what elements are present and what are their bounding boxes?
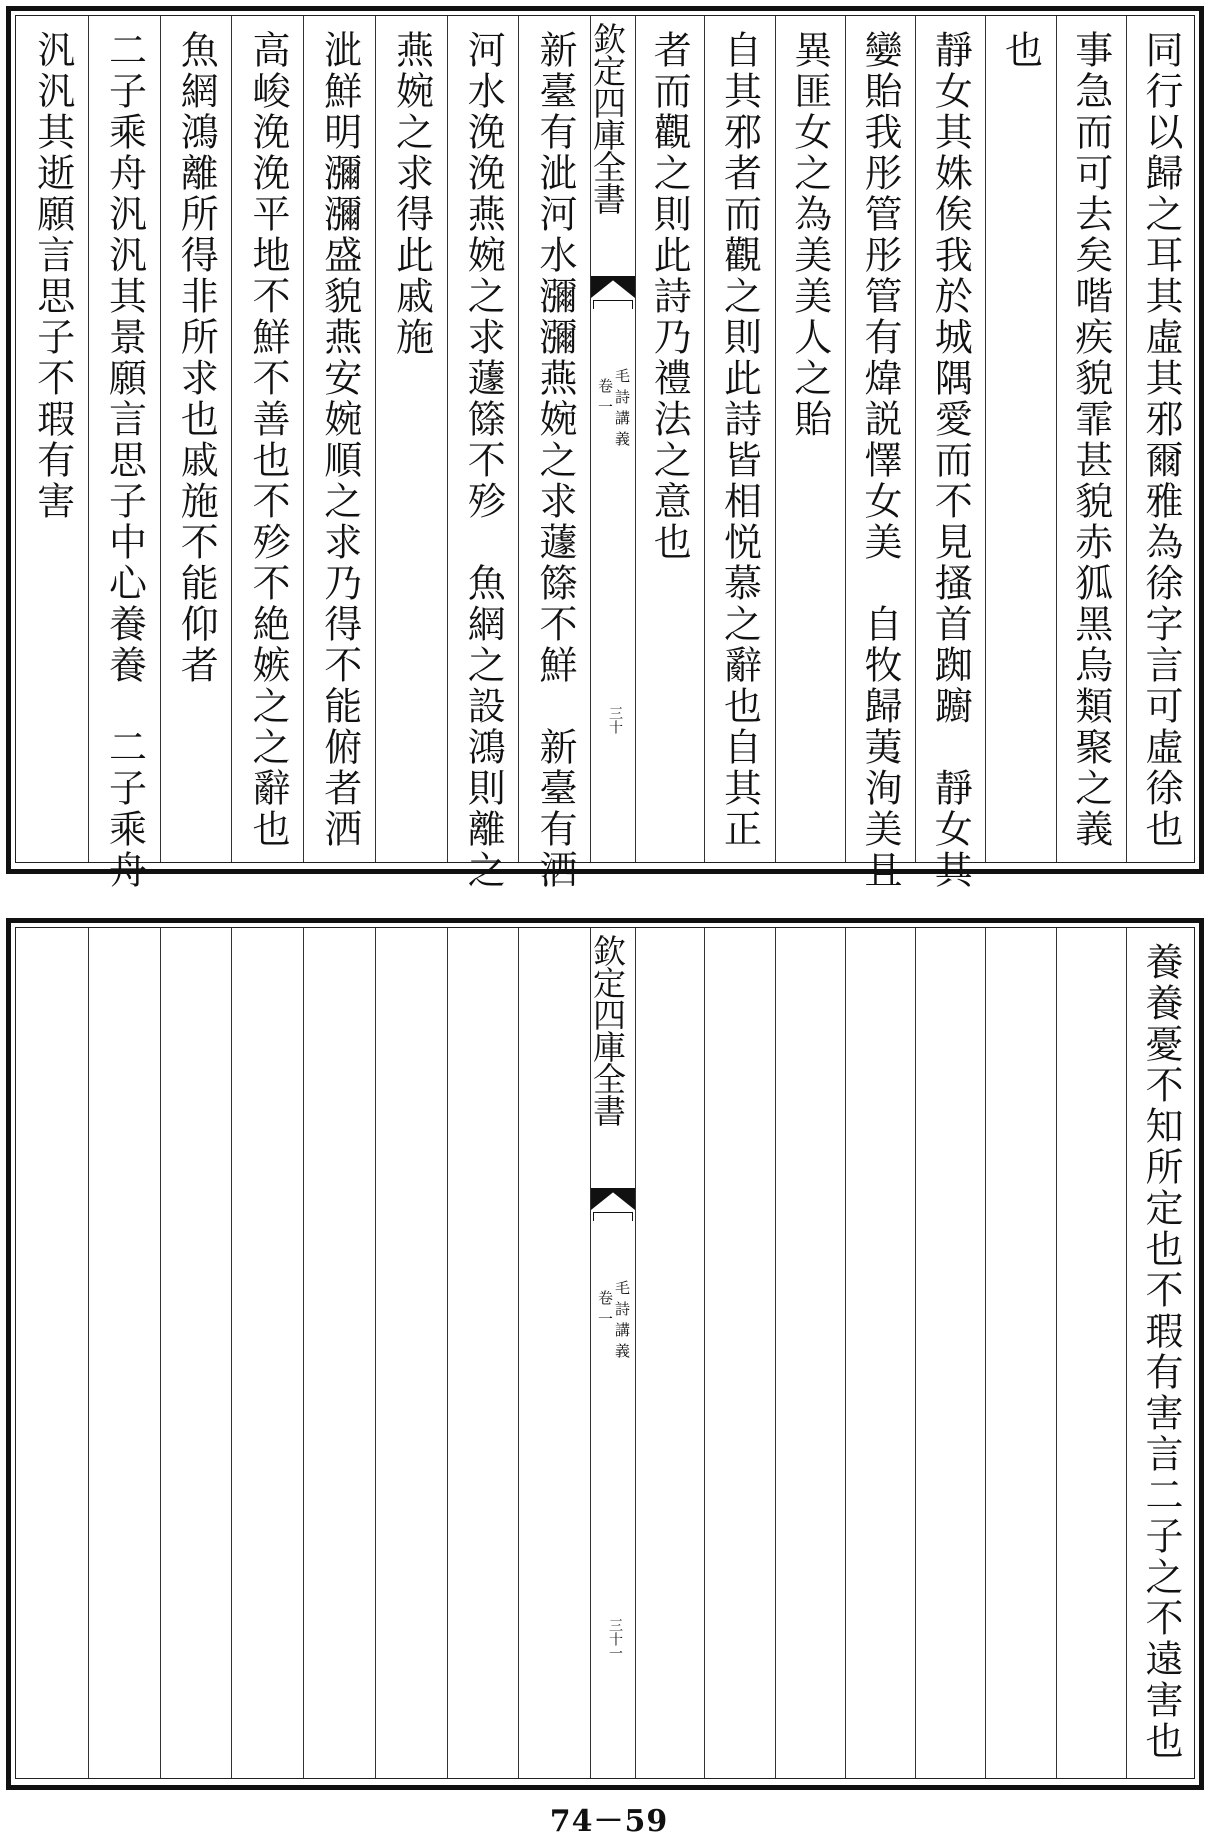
top-text-column: 二子乘舟汎汎其景願言思子中心養養 二子乘舟: [102, 30, 147, 891]
top-text-column: 事急而可去矣喈疾貌霏甚貌赤狐黑烏類聚之義: [1068, 30, 1113, 850]
top-fishtail-mark: [591, 276, 635, 298]
bottom-gutter-title: 欽定四庫全書: [588, 934, 627, 1126]
top-text-column: 汎汎其逝願言思子不瑕有害: [30, 30, 75, 522]
top-text-column: 燕婉之求得此戚施: [389, 30, 434, 358]
top-text-column: 泚鮮明瀰瀰盛貌燕安婉順之求乃得不能俯者洒: [317, 30, 362, 850]
top-center-gutter: [590, 16, 636, 862]
top-text-column: 靜女其姝俟我於城隅愛而不見搔首踟躕 靜女其: [928, 30, 973, 891]
top-gutter-volume: 卷一: [596, 378, 614, 420]
bottom-gutter-volume: 卷一: [596, 1290, 614, 1332]
top-page-frame: [6, 6, 1204, 891]
top-text-column: 高峻浼浼平地不鮮不善也不殄不絶嫉之之辭也: [246, 30, 290, 850]
bottom-fishtail-mark: [591, 1188, 635, 1210]
bottom-text-column: [303, 942, 375, 1768]
bottom-text-column: [845, 942, 915, 1768]
top-text-column: 河水浼浼燕婉之求蘧篨不殄 魚網之設鴻則離之: [461, 30, 506, 891]
bottom-text-column: [915, 942, 985, 1768]
bottom-page-frame: [6, 918, 1204, 1790]
top-text-column: 自其邪者而觀之則此詩皆相悦慕之辭也自其正: [717, 30, 762, 850]
bottom-text-column: [375, 942, 447, 1768]
top-text-column: 者而觀之則此詩乃禮法之意也: [647, 30, 692, 563]
top-gutter-title: 欽定四庫全書: [588, 22, 627, 214]
top-text-column: 也: [998, 30, 1043, 71]
bottom-text-column: [704, 942, 774, 1768]
bottom-text-column: [160, 942, 232, 1768]
top-text-column: 異匪女之為美美人之貽: [787, 30, 832, 440]
top-text-column: 新臺有泚河水瀰瀰燕婉之求蘧篨不鮮 新臺有洒: [533, 30, 577, 891]
top-page-text-area: [15, 15, 1195, 891]
folio-number: 74－59: [549, 1804, 669, 1839]
bottom-text-column: 養養憂不知所定也不瑕有害言二子之不遠害也: [1139, 942, 1183, 1762]
top-gutter-book-title: 毛詩講義: [613, 368, 631, 452]
bottom-gutter-book-title: 毛詩講義: [613, 1280, 631, 1364]
top-gutter-page-number: 三十: [607, 706, 623, 734]
bottom-text-column: [985, 942, 1055, 1768]
bottom-gutter-page-number: 三十一: [607, 1618, 623, 1660]
bottom-text-column: [1056, 942, 1126, 1768]
bottom-text-column: [775, 942, 845, 1768]
top-text-column: 同行以歸之耳其虛其邪爾雅為徐字言可虛徐也: [1139, 30, 1183, 850]
top-fishtail-line: [593, 300, 633, 309]
bottom-text-column: [16, 942, 88, 1768]
bottom-text-column: [447, 942, 519, 1768]
bottom-fishtail-line: [593, 1212, 633, 1221]
bottom-text-column: [231, 942, 303, 1768]
bottom-center-gutter: [590, 928, 636, 1778]
bottom-text-column: [88, 942, 160, 1768]
bottom-page-text-area: [15, 927, 1195, 1779]
top-text-column: 魚網鴻離所得非所求也戚施不能仰者: [174, 30, 219, 686]
top-text-column: 孌貽我彤管彤管有煒説懌女美 自牧歸荑洵美且: [858, 30, 902, 891]
